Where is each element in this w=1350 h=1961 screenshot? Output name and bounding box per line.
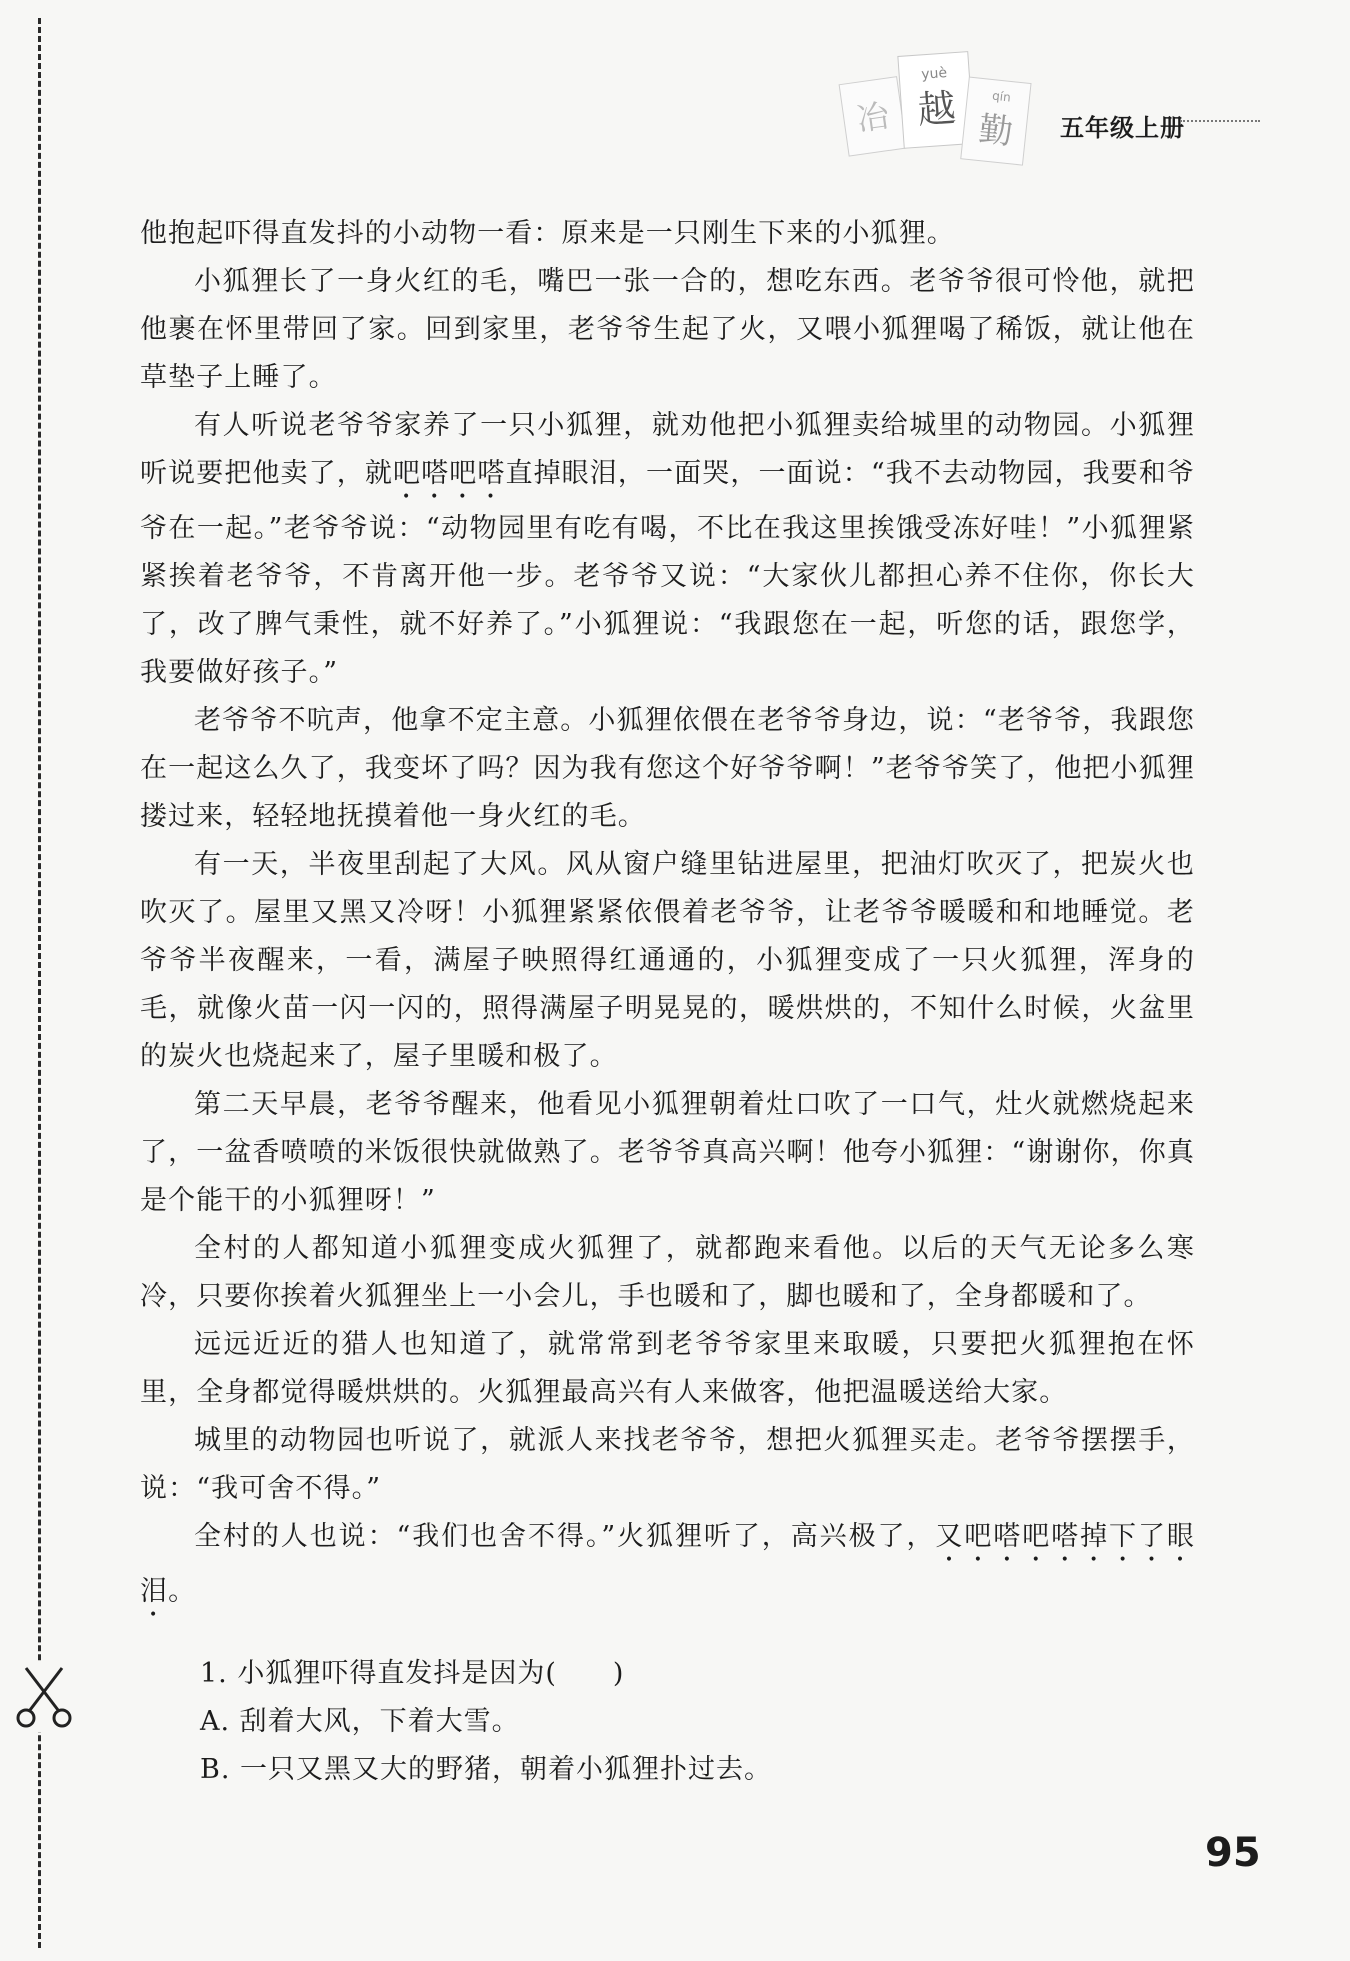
paragraph-10-part-a: 全村的人也说：“我们也舍不得。”火狐狸听了，高兴极了， (194, 1521, 936, 1552)
scissors-icon (14, 1662, 74, 1732)
story-text (140, 210, 1195, 1623)
paragraph-3-part-a: 有人听说老爷爷家养了一只小狐狸，就劝他把小狐狸卖给城里的动物园。小狐狸听说要把他卖了，就 (140, 410, 1195, 489)
paragraph-10 (140, 1513, 1195, 1623)
cut-line (38, 18, 41, 1948)
header-divider (1180, 120, 1260, 122)
logo-char-2: 越 (916, 85, 958, 133)
paragraph-6: 第二天早晨，老爷爷醒来，他看见小狐狸朝着灶口吹了一口气，灶火就燃烧起来了，一盆香喷喷的米饭很快就做熟了。老爷爷真高兴啊！他夸小狐狸：“谢谢你，你真是个能干的小狐狸呀！” (140, 1089, 1195, 1216)
paragraph-2: 小狐狸长了一身火红的毛，嘴巴一张一合的，想吃东西。老爷爷很可怜他，就把他裹在怀里带回了家。回到家里，老爷爷生起了火，又喂小狐狸喝了稀饭，就让他在草垫子上睡了。 (140, 266, 1195, 393)
paragraph-3-part-b: 直掉眼泪，一面哭，一面说：“我不去动物园，我要和爷爷在一起。”老爷爷说：“动物园里有吃有喝，不比在我这里挨饿受冻好哇！”小狐狸紧紧挨着老爷爷，不肯离开他一步。老爷爷又说：“大家伙儿都担心养不住你，你长大了，改了脾气秉性，就不好养了。”小狐狸说：“我跟您在一起，听您的话，跟您学，我要做好孩子。” (140, 458, 1195, 688)
paragraph-10-part-b: 。 (168, 1576, 197, 1607)
emphasis-dotted-text: 又吧嗒吧嗒掉下了眼泪 (140, 1521, 1195, 1607)
paragraph-3 (140, 402, 1195, 697)
logo-pinyin-2: qín (991, 88, 1012, 105)
question-block (200, 1650, 1200, 1794)
paragraph-8: 远远近近的猎人也知道了，就常常到老爷爷家里来取暖，只要把火狐狸抱在怀里，全身都觉得暖烘烘的。火狐狸最高兴有人来做客，他把温暖送给大家。 (140, 1329, 1195, 1408)
paragraph-9: 城里的动物园也听说了，就派人来找老爷爷，想把火狐狸买走。老爷爷摆摆手，说：“我可舍不得。” (140, 1425, 1195, 1504)
logo-char-3: 勤 (976, 109, 1015, 153)
paragraph-7: 全村的人都知道小狐狸变成火狐狸了，就都跑来看他。以后的天气无论多么寒冷，只要你挨着火狐狸坐上一小会儿，手也暖和了，脚也暖和了，全身都暖和了。 (140, 1233, 1195, 1312)
option-b: B. 一只又黑又大的野猪，朝着小狐狸扑过去。 (200, 1754, 773, 1785)
emphasis-dotted-text: 吧嗒吧嗒 (393, 458, 506, 489)
option-a: A. 刮着大风，下着大雪。 (200, 1706, 520, 1737)
logo-pinyin-1: yuè (920, 65, 948, 83)
brand-logo (835, 40, 1035, 180)
paragraph-5: 有一天，半夜里刮起了大风。风从窗户缝里钻进屋里，把油灯吹灭了，把炭火也吹灭了。屋里又黑又冷呀！小狐狸紧紧依偎着老爷爷，让老爷爷暖暖和和地睡觉。老爷爷半夜醒来，一看，满屋子映照得红通通的，小狐狸变成了一只火狐狸，浑身的毛，就像火苗一闪一闪的，照得满屋子明晃晃的，暖烘烘的，不知什么时候，火盆里的炭火也烧起来了，屋子里暖和极了。 (140, 849, 1195, 1072)
paragraph-4: 老爷爷不吭声，他拿不定主意。小狐狸依偎在老爷爷身边，说：“老爷爷，我跟您在一起这么久了，我变坏了吗？因为我有您这个好爷爷啊！”老爷爷笑了，他把小狐狸搂过来，轻轻地抚摸着他一身火红的毛。 (140, 705, 1195, 832)
logo-char-1: 冶 (854, 96, 892, 139)
question-1: 1. 小狐狸吓得直发抖是因为( ) (200, 1658, 625, 1689)
page-number: 95 (1205, 1830, 1261, 1876)
paragraph-1: 他抱起吓得直发抖的小动物一看：原来是一只刚生下来的小狐狸。 (140, 218, 955, 249)
grade-label: 五年级上册 (1060, 114, 1185, 142)
